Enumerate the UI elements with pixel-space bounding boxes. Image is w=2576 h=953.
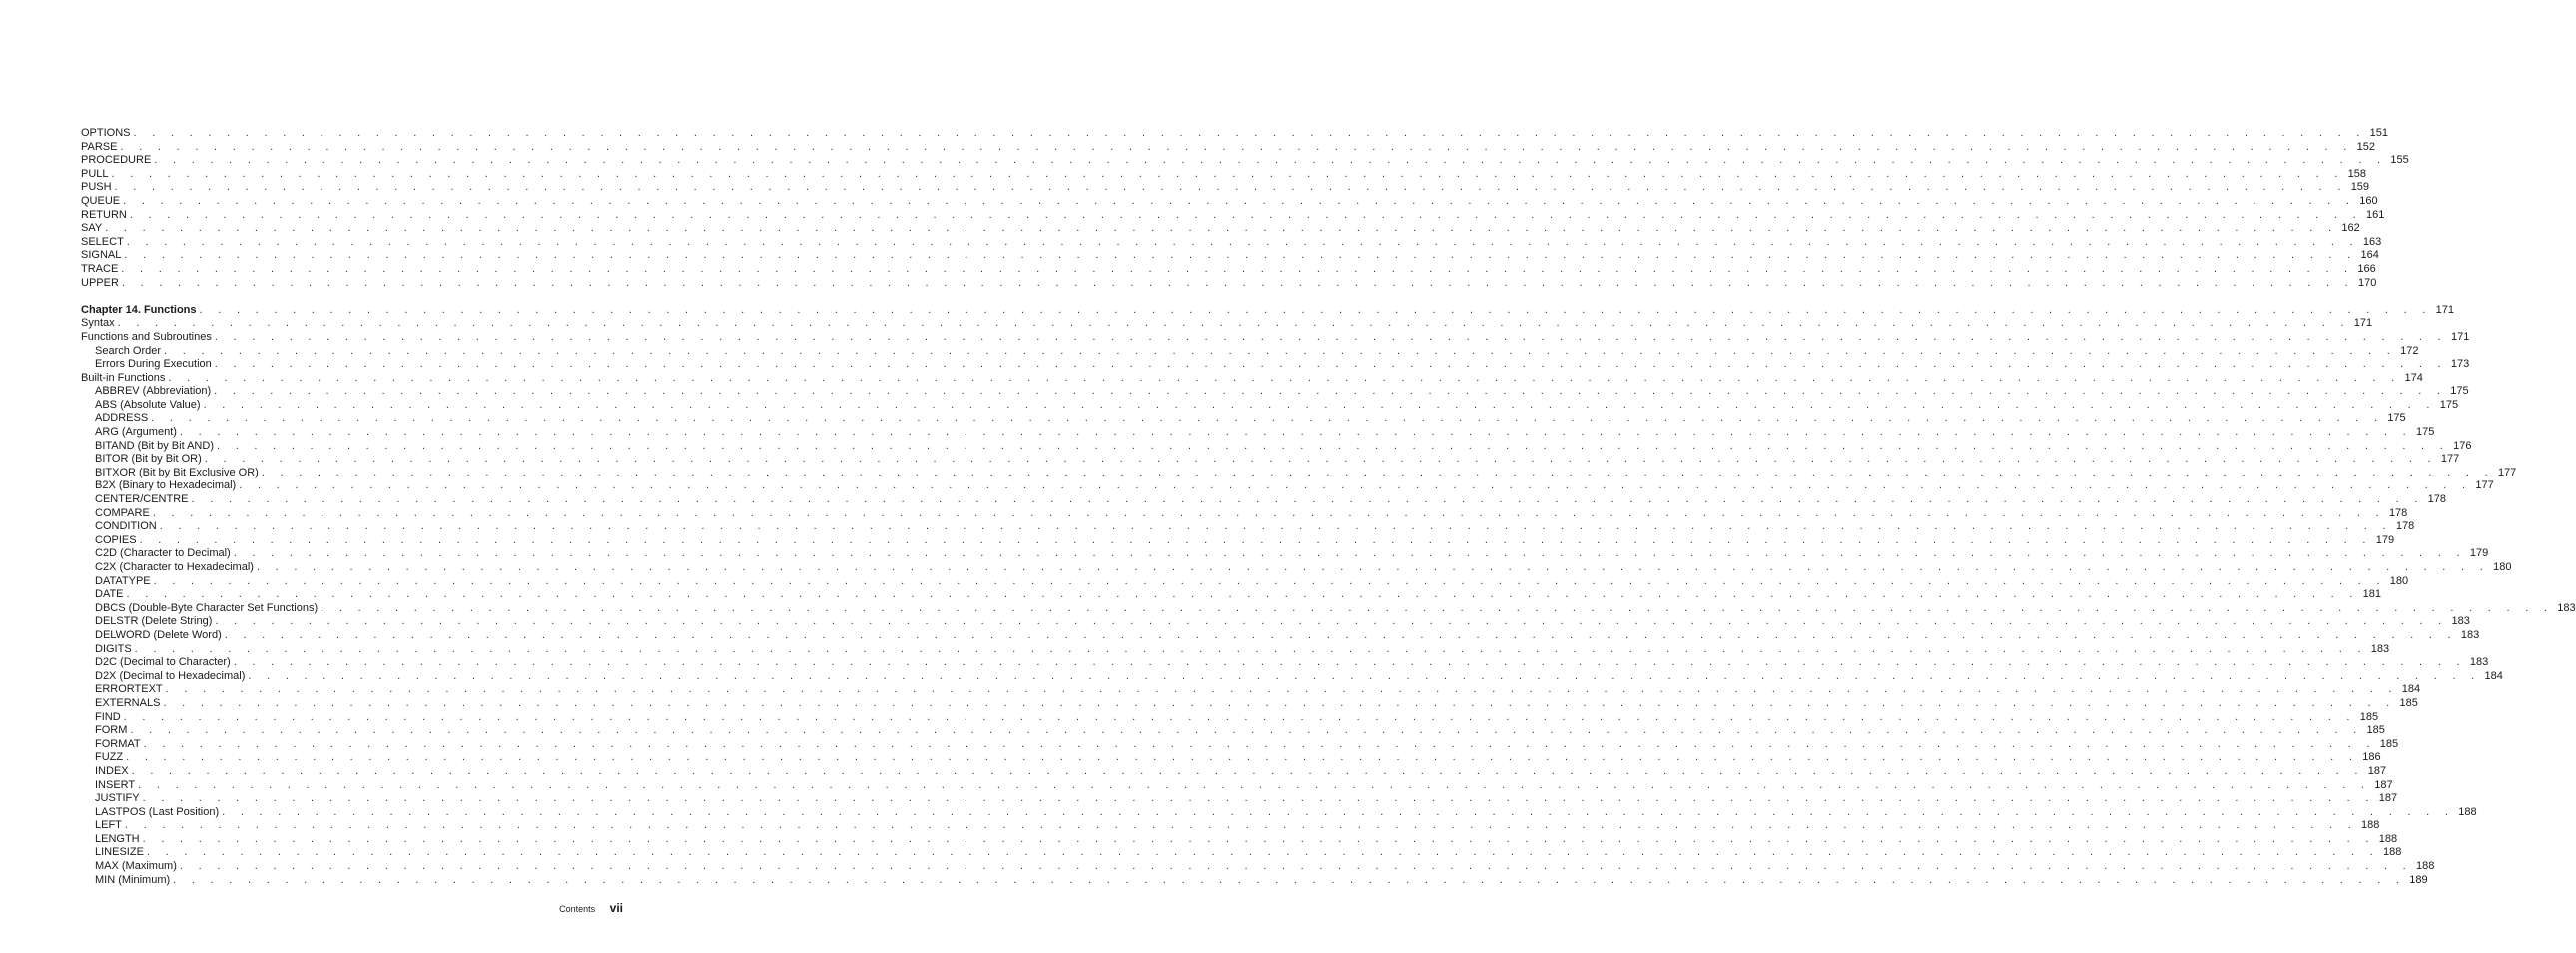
toc-entry[interactable]	[81, 547, 2489, 561]
dot-leader: . . . . . . . . . . . . . . . . . . . . . . . . . . . . . . . . . . . . . . . . . . . . . . . . . . . . . . . . . . . . . . . . . . . . . . . . . . . . . . . . . . . . . . . . . . . . . . . . . . . . . . . . . . . . . . . . . . . . . . . .	[105, 222, 2338, 235]
dot-leader: . . . . . . . . . . . . . . . . . . . . . . . . . . . . . . . . . . . . . . . . . . . . . . . . . . . . . . . . . . . . . . . . . . . . . . . . . . . . . . . . . . . . . . . . . . . . . . . . . . . . . . . . . . . . . . . . . . . . . . . .	[168, 371, 2401, 384]
toc-entry-title: LINESIZE	[95, 846, 144, 859]
toc-entry-title: Built-in Functions	[81, 371, 166, 384]
dot-leader: . . . . . . . . . . . . . . . . . . . . . . . . . . . . . . . . . . . . . . . . . . . . . . . . . . . . . . . . . . . . . . . . . . . . . . . . . . . . . . . . . . . . . . . . . . . . . . . . . . . . . . . . . . . . . . . . . . . . . . . .	[216, 439, 2450, 452]
toc-entry-page: 188	[2416, 860, 2435, 873]
toc-entry-page: 160	[2359, 194, 2378, 207]
toc-entry[interactable]	[81, 764, 2387, 779]
toc-entry[interactable]	[81, 344, 2419, 359]
toc-group	[81, 303, 2576, 888]
toc-entry-title: FUZZ	[95, 751, 124, 764]
toc-entry[interactable]	[81, 506, 2408, 521]
toc-entry-title: DATE	[95, 588, 124, 601]
table-of-contents	[81, 127, 2576, 887]
dot-leader: . . . . . . . . . . . . . . . . . . . . . . . . . . . . . . . . . . . . . . . . . . . . . . . . . . . . . . . . . . . . . . . . . . . . . . . . . . . . . . . . . . . . . . . . . . . . . . . . . . . . . . . . . . . . . . . . . . . . . . . .	[154, 154, 2387, 167]
toc-entry[interactable]	[81, 683, 2421, 697]
toc-entry-page: 178	[2395, 520, 2415, 533]
dot-leader: . . . . . . . . . . . . . . . . . . . . . . . . . . . . . . . . . . . . . . . . . . . . . . . . . . . . . . . . . . . . . . . . . . . . . . . . . . . . . . . . . . . . . . . . . . . . . . . . . . . . . . . . . . . . . . . . . . . . . . . .	[233, 656, 2466, 669]
toc-entry-page: 185	[2399, 696, 2418, 709]
dot-leader: . . . . . . . . . . . . . . . . . . . . . . . . . . . . . . . . . . . . . . . . . . . . . . . . . . . . . . . . . . . . . . . . . . . . . . . . . . . . . . . . . . . . . . . . . . . . . . . . . . . . . . . . . . . . . . . . . . . . . . . .	[123, 710, 2356, 723]
toc-entry-title: DIGITS	[95, 642, 132, 655]
toc-entry-page: 152	[2356, 140, 2375, 153]
dot-leader: . . . . . . . . . . . . . . . . . . . . . . . . . . . . . . . . . . . . . . . . . . . . . . . . . . . . . . . . . . . . . . . . . . . . . . . . . . . . . . . . . . . . . . . . . . . . . . . . . . . . . . . . . . . . . . . . . . . . . . . .	[143, 737, 2376, 750]
dot-leader: . . . . . . . . . . . . . . . . . . . . . . . . . . . . . . . . . . . . . . . . . . . . . . . . . . . . . . . . . . . . . . . . . . . . . . . . . . . . . . . . . . . . . . . . . . . . . . . . . . . . . . . . . . . . . . . . . . . . . . . .	[191, 493, 2424, 506]
toc-entry-page: 175	[2450, 385, 2469, 398]
toc-entry-page: 174	[2404, 371, 2423, 384]
toc-entry-page: 188	[2383, 846, 2402, 859]
toc-entry-page: 171	[2451, 330, 2470, 343]
toc-entry-page: 185	[2379, 737, 2399, 750]
toc-entry-title: Search Order	[95, 344, 162, 357]
toc-entry[interactable]	[81, 873, 2428, 888]
toc-entry-title: DATATYPE	[95, 574, 151, 587]
toc-entry-title: PULL	[81, 167, 109, 180]
dot-leader: . . . . . . . . . . . . . . . . . . . . . . . . . . . . . . . . . . . . . . . . . . . . . . . . . . . . . . . . . . . . . . . . . . . . . . . . . . . . . . . . . . . . . . . . . . . . . . . . . . . . . . . . . . . . . . . . . . . . . . . .	[164, 344, 2397, 357]
toc-chapter-entry[interactable]	[81, 303, 2455, 318]
toc-entry[interactable]	[81, 426, 2435, 440]
toc-entry-page: 173	[2450, 358, 2470, 371]
toc-entry-page: 177	[2475, 479, 2494, 492]
dot-leader: . . . . . . . . . . . . . . . . . . . . . . . . . . . . . . . . . . . . . . . . . . . . . . . . . . . . . . . . . . . . . . . . . . . . . . . . . . . . . . . . . . . . . . . . . . . . . . . . . . . . . . . . . . . . . . . . . . . . . . . .	[248, 669, 2481, 682]
toc-entry-title: FORM	[95, 724, 128, 737]
toc-entry-title: Chapter 14. Functions	[81, 303, 197, 316]
dot-leader: . . . . . . . . . . . . . . . . . . . . . . . . . . . . . . . . . . . . . . . . . . . . . . . . . . . . . . . . . . . . . . . . . . . . . . . . . . . . . . . . . . . . . . . . . . . . . . . . . . . . . . . . . . . . . . . . . . . . . . . .	[214, 330, 2447, 343]
toc-entry-title: LENGTH	[95, 832, 140, 845]
toc-entry[interactable]	[81, 466, 2517, 480]
toc-entry[interactable]	[81, 194, 2378, 209]
dot-leader: . . . . . . . . . . . . . . . . . . . . . . . . . . . . . . . . . . . . . . . . . . . . . . . . . . . . . . . . . . . . . . . . . . . . . . . . . . . . . . . . . . . . . . . . . . . . . . . . . . . . . . . . . . . . . . . . . . . . . . . .	[214, 358, 2447, 371]
toc-entry[interactable]	[81, 181, 2370, 195]
dot-leader: . . . . . . . . . . . . . . . . . . . . . . . . . . . . . . . . . . . . . . . . . . . . . . . . . . . . . . . . . . . . . . . . . . . . . . . . . . . . . . . . . . . . . . . . . . . . . . . . . . . . . . . . . . . . . . . . . . . . . . . .	[131, 764, 2364, 777]
toc-entry-page: 178	[2427, 493, 2446, 506]
toc-entry[interactable]	[81, 330, 2470, 345]
toc-entry[interactable]	[81, 398, 2459, 413]
toc-entry-title: ARG (Argument)	[95, 426, 177, 439]
toc-entry-page: 188	[2378, 832, 2398, 845]
toc-entry-title: Syntax	[81, 317, 115, 330]
toc-entry[interactable]	[81, 846, 2402, 860]
toc-entry-page: 177	[2440, 453, 2460, 466]
toc-entry[interactable]	[81, 561, 2512, 575]
toc-entry[interactable]	[81, 235, 2382, 250]
toc-entry-page: 186	[2362, 751, 2381, 764]
toc-entry-page: 187	[2378, 792, 2398, 805]
toc-entry[interactable]	[81, 724, 2385, 738]
toc-entry[interactable]	[81, 533, 2395, 548]
toc-entry-page: 181	[2362, 588, 2382, 601]
toc-entry-page: 183	[2451, 615, 2470, 628]
toc-entry-page: 176	[2453, 439, 2472, 452]
toc-entry-title: SIGNAL	[81, 249, 122, 262]
dot-leader: . . . . . . . . . . . . . . . . . . . . . . . . . . . . . . . . . . . . . . . . . . . . . . . . . . . . . . . . . . . . . . . . . . . . . . . . . . . . . . . . . . . . . . . . . . . . . . . . . . . . . . . . . . . . . . . . . . . . . . . .	[146, 846, 2380, 859]
toc-entry-title: ABS (Absolute Value)	[95, 398, 201, 411]
toc-entry-page: 179	[2469, 547, 2489, 560]
toc-entry[interactable]	[81, 642, 2390, 657]
toc-entry[interactable]	[81, 453, 2460, 467]
toc-entry-page: 183	[2370, 642, 2390, 655]
toc-entry-title: PROCEDURE	[81, 154, 152, 167]
dot-leader: . . . . . . . . . . . . . . . . . . . . . . . . . . . . . . . . . . . . . . . . . . . . . . . . . . . . . . . . . . . . . . . . . . . . . . . . . . . . . . . . . . . . . . . . . . . . . . . . . . . . . . . . . . . . . . . . . . . . . . . .	[114, 181, 2347, 194]
dot-leader: . . . . . . . . . . . . . . . . . . . . . . . . . . . . . . . . . . . . . . . . . . . . . . . . . . . . . . . . . . . . . . . . . . . . . . . . . . . . . . . . . . . . . . . . . . . . . . . . . . . . . . . . . . . . . . . . . . . . . . . .	[130, 724, 2363, 737]
page-footer	[559, 901, 623, 916]
toc-entry-page: 155	[2390, 154, 2409, 167]
toc-entry-title: COPIES	[95, 533, 137, 546]
toc-entry-title: C2D (Character to Decimal)	[95, 547, 231, 560]
toc-entry-page: 185	[2359, 710, 2379, 723]
toc-entry-page: 177	[2497, 466, 2517, 478]
toc-entry-page: 175	[2439, 398, 2459, 411]
toc-entry[interactable]	[81, 493, 2446, 507]
toc-entry-title: PARSE	[81, 140, 118, 153]
dot-leader: . . . . . . . . . . . . . . . . . . . . . . . . . . . . . . . . . . . . . . . . . . . . . . . . . . . . . . . . . . . . . . . . . . . . . . . . . . . . . . . . . . . . . . . . . . . . . . . . . . . . . . . . . . . . . . . . . . . . . . . .	[121, 262, 2354, 275]
toc-entry-title: D2X (Decimal to Hexadecimal)	[95, 669, 246, 682]
dot-leader: . . . . . . . . . . . . . . . . . . . . . . . . . . . . . . . . . . . . . . . . . . . . . . . . . . . . . . . . . . . . . . . . . . . . . . . . . . . . . . . . . . . . . . . . . . . . . . . . . . . . . . . . . . . . . . . . . . . . . . . .	[142, 792, 2375, 805]
toc-entry-title: TRACE	[81, 262, 119, 275]
dot-leader: . . . . . . . . . . . . . . . . . . . . . . . . . . . . . . . . . . . . . . . . . . . . . . . . . . . . . . . . . . . . . . . . . . . . . . . . . . . . . . . . . . . . . . . . . . . . . . . . . . . . . . . . . . . . . . . . . . . . . . . .	[222, 805, 2455, 818]
dot-leader: . . . . . . . . . . . . . . . . . . . . . . . . . . . . . . . . . . . . . . . . . . . . . . . . . . . . . . . . . . . . . . . . . . . . . . . . . . . . . . . . . . . . . . . . . . . . . . . . . . . . . . . . . . . . . . . . . . . . . . . .	[179, 860, 2413, 873]
toc-entry[interactable]	[81, 317, 2373, 331]
toc-entry-title: LEFT	[95, 819, 122, 832]
toc-entry-title: Errors During Execution	[95, 358, 212, 371]
toc-entry[interactable]	[81, 628, 2480, 643]
toc-entry-page: 151	[2369, 127, 2388, 139]
dot-leader: . . . . . . . . . . . . . . . . . . . . . . . . . . . . . . . . . . . . . . . . . . . . . . . . . . . . . . . . . . . . . . . . . . . . . . . . . . . . . . . . . . . . . . . . . . . . . . . . . . . . . . . . . . . . . . . . . . . . . . . .	[134, 642, 2367, 655]
toc-entry-title: INDEX	[95, 764, 129, 777]
toc-entry-title: D2C (Decimal to Character)	[95, 656, 231, 669]
toc-entry[interactable]	[81, 222, 2360, 236]
toc-entry-title: ABBREV (Abbreviation)	[95, 385, 212, 398]
toc-entry-title: DBCS (Double-Byte Character Set Functions)	[95, 601, 319, 614]
toc-entry-page: 161	[2365, 208, 2385, 221]
toc-group	[81, 127, 2409, 290]
toc-entry-title: UPPER	[81, 276, 119, 289]
dot-leader: . . . . . . . . . . . . . . . . . . . . . . . . . . . . . . . . . . . . . . . . . . . . . . . . . . . . . . . . . . . . . . . . . . . . . . . . . . . . . . . . . . . . . . . . . . . . . . . . . . . . . . . . . . . . . . . . . . . . . . . .	[126, 235, 2359, 248]
toc-entry[interactable]	[81, 751, 2381, 765]
toc-entry[interactable]	[81, 615, 2470, 629]
toc-entry-page: 175	[2416, 426, 2435, 439]
page-number: vii	[609, 901, 623, 915]
dot-leader: . . . . . . . . . . . . . . . . . . . . . . . . . . . . . . . . . . . . . . . . . . . . . . . . . . . . . . . . . . . . . . . . . . . . . . . . . . . . . . . . . . . . . . . . . . . . . . . . . . . . . . . . . . . . . . . . . . . . . . . .	[203, 398, 2436, 411]
toc-entry-title: CONDITION	[95, 520, 157, 533]
toc-entry[interactable]	[81, 778, 2393, 793]
toc-entry-page: 171	[2353, 317, 2373, 330]
toc-entry[interactable]	[81, 249, 2379, 263]
toc-entry-title: OPTIONS	[81, 127, 131, 139]
toc-entry-title: DELSTR (Delete String)	[95, 615, 213, 628]
toc-entry-title: JUSTIFY	[95, 792, 140, 805]
dot-leader: . . . . . . . . . . . . . . . . . . . . . . . . . . . . . . . . . . . . . . . . . . . . . . . . . . . . . . . . . . . . . . . . . . . . . . . . . . . . . . . . . . . . . . . . . . . . . . . . . . . . . . . . . . . . . . . . . . . . . . . .	[233, 547, 2466, 560]
toc-entry[interactable]	[81, 127, 2388, 141]
toc-entry-title: MIN (Minimum)	[95, 873, 171, 886]
toc-entry[interactable]	[81, 574, 2409, 589]
toc-entry[interactable]	[81, 276, 2377, 291]
dot-leader: . . . . . . . . . . . . . . . . . . . . . . . . . . . . . . . . . . . . . . . . . . . . . . . . . . . . . . . . . . . . . . . . . . . . . . . . . . . . . . . . . . . . . . . . . . . . . . . . . . . . . . . . . . . . . . . . . . . . . . . .	[199, 303, 2432, 316]
toc-entry[interactable]	[81, 860, 2435, 874]
toc-entry-page: 158	[2347, 167, 2367, 180]
toc-entry[interactable]	[81, 140, 2375, 155]
footer-label: Contents	[559, 904, 596, 914]
toc-entry-page: 187	[2367, 764, 2387, 777]
dot-leader: . . . . . . . . . . . . . . . . . . . . . . . . . . . . . . . . . . . . . . . . . . . . . . . . . . . . . . . . . . . . . . . . . . . . . . . . . . . . . . . . . . . . . . . . . . . . . . . . . . . . . . . . . . . . . . . . . . . . . . . .	[124, 249, 2357, 262]
toc-entry[interactable]	[81, 208, 2385, 223]
toc-entry-title: BITXOR (Bit by Bit Exclusive OR)	[95, 466, 259, 478]
toc-entry-title: Functions and Subroutines	[81, 330, 212, 343]
toc-entry-title: QUEUE	[81, 194, 121, 207]
toc-entry-page: 180	[2493, 561, 2512, 573]
dot-leader: . . . . . . . . . . . . . . . . . . . . . . . . . . . . . . . . . . . . . . . . . . . . . . . . . . . . . . . . . . . . . . . . . . . . . . . . . . . . . . . . . . . . . . . . . . . . . . . . . . . . . . . . . . . . . . . . . . . . . . . .	[139, 533, 2372, 546]
toc-entry-title: DELWORD (Delete Word)	[95, 628, 222, 641]
toc-entry-page: 180	[2389, 574, 2409, 587]
toc-entry-page: 164	[2360, 249, 2379, 262]
toc-entry-page: 183	[2557, 601, 2576, 614]
toc-entry[interactable]	[81, 412, 2406, 426]
toc-entry[interactable]	[81, 710, 2379, 725]
dot-leader: . . . . . . . . . . . . . . . . . . . . . . . . . . . . . . . . . . . . . . . . . . . . . . . . . . . . . . . . . . . . . . . . . . . . . . . . . . . . . . . . . . . . . . . . . . . . . . . . . . . . . . . . . . . . . . . . . . . . . . . .	[179, 426, 2413, 439]
toc-entry[interactable]	[81, 737, 2399, 752]
dot-leader: . . . . . . . . . . . . . . . . . . . . . . . . . . . . . . . . . . . . . . . . . . . . . . . . . . . . . . . . . . . . . . . . . . . . . . . . . . . . . . . . . . . . . . . . . . . . . . . . . . . . . . . . . . . . . . . . . . . . . . . .	[261, 466, 2494, 478]
toc-entry-title: FIND	[95, 710, 121, 723]
toc-entry-page: 178	[2388, 506, 2408, 519]
toc-entry[interactable]	[81, 439, 2472, 454]
dot-leader: . . . . . . . . . . . . . . . . . . . . . . . . . . . . . . . . . . . . . . . . . . . . . . . . . . . . . . . . . . . . . . . . . . . . . . . . . . . . . . . . . . . . . . . . . . . . . . . . . . . . . . . . . . . . . . . . . . . . . . . .	[138, 778, 2371, 791]
toc-entry-title: BITOR (Bit by Bit OR)	[95, 453, 202, 466]
toc-entry-title: SELECT	[81, 235, 124, 248]
toc-entry-page: 159	[2350, 181, 2370, 194]
dot-leader: . . . . . . . . . . . . . . . . . . . . . . . . . . . . . . . . . . . . . . . . . . . . . . . . . . . . . . . . . . . . . . . . . . . . . . . . . . . . . . . . . . . . . . . . . . . . . . . . . . . . . . . . . . . . . . . . . . . . . . . .	[224, 628, 2457, 641]
toc-entry-title: FORMAT	[95, 737, 141, 750]
dot-leader: . . . . . . . . . . . . . . . . . . . . . . . . . . . . . . . . . . . . . . . . . . . . . . . . . . . . . . . . . . . . . . . . . . . . . . . . . . . . . . . . . . . . . . . . . . . . . . . . . . . . . . . . . . . . . . . . . . . . . . . .	[204, 453, 2437, 466]
dot-leader: . . . . . . . . . . . . . . . . . . . . . . . . . . . . . . . . . . . . . . . . . . . . . . . . . . . . . . . . . . . . . . . . . . . . . . . . . . . . . . . . . . . . . . . . . . . . . . . . . . . . . . . . . . . . . . . . . . . . . . . .	[256, 561, 2490, 573]
toc-entry-page: 184	[2484, 669, 2503, 682]
toc-entry-page: 166	[2357, 262, 2376, 275]
toc-entry[interactable]	[81, 656, 2489, 670]
dot-leader: . . . . . . . . . . . . . . . . . . . . . . . . . . . . . . . . . . . . . . . . . . . . . . . . . . . . . . . . . . . . . . . . . . . . . . . . . . . . . . . . . . . . . . . . . . . . . . . . . . . . . . . . . . . . . . . . . . . . . . . .	[214, 385, 2447, 398]
toc-entry-page: 189	[2409, 873, 2428, 886]
dot-leader: . . . . . . . . . . . . . . . . . . . . . . . . . . . . . . . . . . . . . . . . . . . . . . . . . . . . . . . . . . . . . . . . . . . . . . . . . . . . . . . . . . . . . . . . . . . . . . . . . . . . . . . . . . . . . . . . . . . . . . . .	[121, 276, 2355, 289]
toc-entry-page: 188	[2361, 819, 2380, 832]
toc-entry[interactable]	[81, 385, 2469, 399]
toc-entry-page: 179	[2375, 533, 2395, 546]
toc-entry-title: RETURN	[81, 208, 127, 221]
toc-entry-title: CENTER/CENTRE	[95, 493, 189, 506]
toc-entry-page: 171	[2435, 303, 2455, 316]
dot-leader: . . . . . . . . . . . . . . . . . . . . . . . . . . . . . . . . . . . . . . . . . . . . . . . . . . . . . . . . . . . . . . . . . . . . . . . . . . . . . . . . . . . . . . . . . . . . . . . . . . . . . . . . . . . . . . . . . . . . . . . .	[165, 683, 2398, 696]
dot-leader: . . . . . . . . . . . . . . . . . . . . . . . . . . . . . . . . . . . . . . . . . . . . . . . . . . . . . . . . . . . . . . . . . . . . . . . . . . . . . . . . . . . . . . . . . . . . . . . . . . . . . . . . . . . . . . . . . . . . . . . .	[133, 127, 2366, 139]
toc-entry-title: ADDRESS	[95, 412, 149, 425]
toc-entry-title: SAY	[81, 222, 103, 235]
toc-entry-title: MAX (Maximum)	[95, 860, 177, 873]
toc-entry[interactable]	[81, 805, 2477, 820]
dot-leader: . . . . . . . . . . . . . . . . . . . . . . . . . . . . . . . . . . . . . . . . . . . . . . . . . . . . . . . . . . . . . . . . . . . . . . . . . . . . . . . . . . . . . . . . . . . . . . . . . . . . . . . . . . . . . . . . . . . . . . . .	[215, 615, 2448, 628]
dot-leader: . . . . . . . . . . . . . . . . . . . . . . . . . . . . . . . . . . . . . . . . . . . . . . . . . . . . . . . . . . . . . . . . . . . . . . . . . . . . . . . . . . . . . . . . . . . . . . . . . . . . . . . . . . . . . . . . . . . . . . . .	[151, 412, 2384, 425]
dot-leader: . . . . . . . . . . . . . . . . . . . . . . . . . . . . . . . . . . . . . . . . . . . . . . . . . . . . . . . . . . . . . . . . . . . . . . . . . . . . . . . . . . . . . . . . . . . . . . . . . . . . . . . . . . . . . . . . . . . . . . . .	[123, 194, 2356, 207]
dot-leader: . . . . . . . . . . . . . . . . . . . . . . . . . . . . . . . . . . . . . . . . . . . . . . . . . . . . . . . . . . . . . . . . . . . . . . . . . . . . . . . . . . . . . . . . . . . . . . . . . . . . . . . . . . . . . . . . . . . . . . . .	[239, 479, 2472, 492]
toc-entry[interactable]	[81, 669, 2503, 684]
dot-leader: . . . . . . . . . . . . . . . . . . . . . . . . . . . . . . . . . . . . . . . . . . . . . . . . . . . . . . . . . . . . . . . . . . . . . . . . . . . . . . . . . . . . . . . . . . . . . . . . . . . . . . . . . . . . . . . . . . . . . . . .	[163, 696, 2396, 709]
dot-leader: . . . . . . . . . . . . . . . . . . . . . . . . . . . . . . . . . . . . . . . . . . . . . . . . . . . . . . . . . . . . . . . . . . . . . . . . . . . . . . . . . . . . . . . . . . . . . . . . . . . . . . . . . . . . . . . . . . . . . . . .	[120, 140, 2353, 153]
toc-entry[interactable]	[81, 832, 2398, 847]
toc-entry-title: C2X (Character to Hexadecimal)	[95, 561, 254, 573]
toc-entry[interactable]	[81, 601, 2576, 616]
toc-entry[interactable]	[81, 588, 2382, 602]
toc-entry[interactable]	[81, 154, 2409, 168]
dot-leader: . . . . . . . . . . . . . . . . . . . . . . . . . . . . . . . . . . . . . . . . . . . . . . . . . . . . . . . . . . . . . . . . . . . . . . . . . . . . . . . . . . . . . . . . . . . . . . . . . . . . . . . . . . . . . . . . . . . . . . . .	[129, 208, 2362, 221]
dot-leader: . . . . . . . . . . . . . . . . . . . . . . . . . . . . . . . . . . . . . . . . . . . . . . . . . . . . . . . . . . . . . . . . . . . . . . . . . . . . . . . . . . . . . . . . . . . . . . . . . . . . . . . . . . . . . . . . . . . . . . . .	[126, 751, 2359, 764]
toc-entry-title: B2X (Binary to Hexadecimal)	[95, 479, 237, 492]
dot-leader: . . . . . . . . . . . . . . . . . . . . . . . . . . . . . . . . . . . . . . . . . . . . . . . . . . . . . . . . . . . . . . . . . . . . . . . . . . . . . . . . . . . . . . . . . . . . . . . . . . . . . . . . . . . . . . . . . . . . . . . .	[173, 873, 2406, 886]
toc-entry-page: 175	[2387, 412, 2406, 425]
dot-leader: . . . . . . . . . . . . . . . . . . . . . . . . . . . . . . . . . . . . . . . . . . . . . . . . . . . . . . . . . . . . . . . . . . . . . . . . . . . . . . . . . . . . . . . . . . . . . . . . . . . . . . . . . . . . . . . . . . . . . . . .	[117, 317, 2350, 330]
dot-leader: . . . . . . . . . . . . . . . . . . . . . . . . . . . . . . . . . . . . . . . . . . . . . . . . . . . . . . . . . . . . . . . . . . . . . . . . . . . . . . . . . . . . . . . . . . . . . . . . . . . . . . . . . . . . . . . . . . . . . . . .	[126, 588, 2359, 601]
dot-leader: . . . . . . . . . . . . . . . . . . . . . . . . . . . . . . . . . . . . . . . . . . . . . . . . . . . . . . . . . . . . . . . . . . . . . . . . . . . . . . . . . . . . . . . . . . . . . . . . . . . . . . . . . . . . . . . . . . . . . . . .	[142, 832, 2375, 845]
toc-entry-page: 183	[2469, 656, 2489, 669]
dot-leader: . . . . . . . . . . . . . . . . . . . . . . . . . . . . . . . . . . . . . . . . . . . . . . . . . . . . . . . . . . . . . . . . . . . . . . . . . . . . . . . . . . . . . . . . . . . . . . . . . . . . . . . . . . . . . . . . . . . . . . . .	[124, 819, 2358, 832]
toc-entry-title: EXTERNALS	[95, 696, 161, 709]
dot-leader: . . . . . . . . . . . . . . . . . . . . . . . . . . . . . . . . . . . . . . . . . . . . . . . . . . . . . . . . . . . . . . . . . . . . . . . . . . . . . . . . . . . . . . . . . . . . . . . . . . . . . . . . . . . . . . . . . . . . . . . .	[152, 506, 2385, 519]
toc-entry-page: 170	[2358, 276, 2377, 289]
toc-entry[interactable]	[81, 358, 2470, 372]
toc-entry[interactable]	[81, 792, 2398, 806]
toc-entry-title: BITAND (Bit by Bit AND)	[95, 439, 214, 452]
toc-entry-title: COMPARE	[95, 506, 150, 519]
dot-leader: . . . . . . . . . . . . . . . . . . . . . . . . . . . . . . . . . . . . . . . . . . . . . . . . . . . . . . . . . . . . . . . . . . . . . . . . . . . . . . . . . . . . . . . . . . . . . . . . . . . . . . . . . . . . . . . . . . . . . . . .	[153, 574, 2386, 587]
toc-entry-page: 187	[2374, 778, 2393, 791]
toc-entry-title: INSERT	[95, 778, 136, 791]
toc-entry-title: LASTPOS (Last Position)	[95, 805, 220, 818]
toc-entry[interactable]	[81, 479, 2494, 493]
toc-entry[interactable]	[81, 520, 2415, 534]
dot-leader: . . . . . . . . . . . . . . . . . . . . . . . . . . . . . . . . . . . . . . . . . . . . . . . . . . . . . . . . . . . . . . . . . . . . . . . . . . . . . . . . . . . . . . . . . . . . . . . . . . . . . . . . . . . . . . . . . . . . . . . .	[159, 520, 2392, 533]
toc-entry-page: 185	[2366, 724, 2385, 737]
dot-leader: . . . . . . . . . . . . . . . . . . . . . . . . . . . . . . . . . . . . . . . . . . . . . . . . . . . . . . . . . . . . . . . . . . . . . . . . . . . . . . . . . . . . . . . . . . . . . . . . . . . . . . . . . . . . . . . . . . . . . . . .	[321, 601, 2554, 614]
toc-entry-page: 184	[2401, 683, 2421, 696]
toc-entry[interactable]	[81, 262, 2376, 277]
toc-entry[interactable]	[81, 371, 2423, 386]
toc-entry-title: PUSH	[81, 181, 112, 194]
toc-entry-page: 162	[2341, 222, 2360, 235]
toc-entry-title: ERRORTEXT	[95, 683, 163, 696]
toc-entry-page: 172	[2400, 344, 2419, 357]
toc-entry[interactable]	[81, 696, 2418, 711]
toc-entry[interactable]	[81, 819, 2380, 833]
dot-leader: . . . . . . . . . . . . . . . . . . . . . . . . . . . . . . . . . . . . . . . . . . . . . . . . . . . . . . . . . . . . . . . . . . . . . . . . . . . . . . . . . . . . . . . . . . . . . . . . . . . . . . . . . . . . . . . . . . . . . . . .	[111, 167, 2344, 180]
toc-entry-page: 183	[2460, 628, 2480, 641]
toc-entry-page: 188	[2458, 805, 2477, 818]
toc-entry[interactable]	[81, 167, 2367, 182]
toc-entry-page: 163	[2362, 235, 2382, 248]
